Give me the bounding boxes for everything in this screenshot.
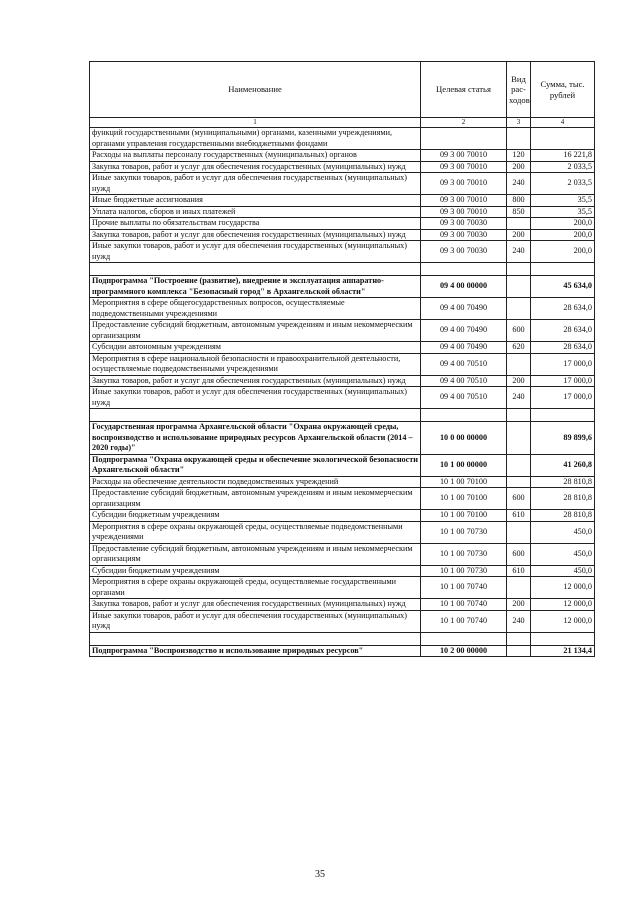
cell-name: Закупка товаров, работ и услуг для обеспечения государственных (муниципальных) нужд: [90, 375, 421, 387]
cell-sum: 28 810,8: [531, 510, 595, 522]
table-row: [90, 218, 595, 230]
table-row: [90, 510, 595, 522]
cell-expense-type: 620: [507, 342, 531, 354]
table-row: [90, 476, 595, 488]
spacer-cell: [421, 632, 507, 645]
header-sum: Сумма, тыс. рублей: [531, 62, 595, 118]
cell-sum: 28 634,0: [531, 298, 595, 320]
table-row: [90, 195, 595, 207]
cell-sum: 200,0: [531, 218, 595, 230]
table-row: [90, 422, 595, 455]
table-row: [90, 387, 595, 409]
cell-expense-type: [507, 276, 531, 298]
table-row: [90, 161, 595, 173]
cell-target-code: 10 1 00 70100: [421, 488, 507, 510]
cell-sum: 12 000,0: [531, 610, 595, 632]
cell-sum: 28 634,0: [531, 320, 595, 342]
cell-expense-type: [507, 476, 531, 488]
table-row: [90, 454, 595, 476]
cell-sum: 45 634,0: [531, 276, 595, 298]
cell-name: Мероприятия в сфере общегосударственных вопросов, осуществляемые подведомственными учреждениями: [90, 298, 421, 320]
cell-name: Иные закупки товаров, работ и услуг для обеспечения государственных (муниципальных) нужд: [90, 241, 421, 263]
cell-name: Иные бюджетные ассигнования: [90, 195, 421, 207]
cell-target-code: 10 1 00 70730: [421, 521, 507, 543]
cell-expense-type: [507, 218, 531, 230]
cell-target-code: 09 3 00 70010: [421, 150, 507, 162]
cell-target-code: 09 4 00 70490: [421, 298, 507, 320]
table-row: [90, 488, 595, 510]
cell-target-code: 10 1 00 70730: [421, 565, 507, 577]
cell-sum: 2 033,5: [531, 161, 595, 173]
table-row: [90, 128, 595, 150]
table-row: [90, 298, 595, 320]
table-row: [90, 150, 595, 162]
cell-sum: 28 634,0: [531, 342, 595, 354]
cell-name: Расходы на выплаты персоналу государственных (муниципальных) органов: [90, 150, 421, 162]
cell-target-code: 10 1 00 70100: [421, 476, 507, 488]
spacer-cell: [531, 632, 595, 645]
cell-expense-type: 240: [507, 173, 531, 195]
spacer-row: [90, 409, 595, 422]
cell-target-code: 09 3 00 70010: [421, 206, 507, 218]
spacer-cell: [531, 409, 595, 422]
cell-name: Иные закупки товаров, работ и услуг для обеспечения государственных (муниципальных) нужд: [90, 387, 421, 409]
cell-target-code: 09 3 00 70030: [421, 241, 507, 263]
table-row: [90, 521, 595, 543]
cell-name: Подпрограмма "Охрана окружающей среды и обеспечение экологической безопасности Архангельской области": [90, 454, 421, 476]
cell-expense-type: 800: [507, 195, 531, 207]
cell-expense-type: [507, 353, 531, 375]
cell-sum: [531, 128, 595, 150]
cell-name: Мероприятия в сфере национальной безопасности и правоохранительной деятельности, осуществляемые подведомственными учреждениями: [90, 353, 421, 375]
cell-sum: 12 000,0: [531, 599, 595, 611]
cell-name: Подпрограмма "Построение (развитие), внедрение и эксплуатация аппаратно-программного комплекса "Безопасный город" в Архангельской области": [90, 276, 421, 298]
cell-target-code: 09 4 00 70510: [421, 353, 507, 375]
cell-sum: 35,5: [531, 206, 595, 218]
table-row: [90, 577, 595, 599]
cell-expense-type: 200: [507, 375, 531, 387]
cell-target-code: 10 2 00 00000: [421, 645, 507, 657]
cell-sum: 16 221,8: [531, 150, 595, 162]
cell-target-code: 10 1 00 70740: [421, 610, 507, 632]
cell-name: Закупка товаров, работ и услуг для обеспечения государственных (муниципальных) нужд: [90, 229, 421, 241]
cell-sum: 17 000,0: [531, 375, 595, 387]
column-number: 3: [507, 118, 531, 128]
column-number-row: [90, 118, 595, 128]
cell-target-code: 10 1 00 00000: [421, 454, 507, 476]
column-number: 1: [90, 118, 421, 128]
cell-expense-type: [507, 577, 531, 599]
cell-expense-type: [507, 128, 531, 150]
cell-expense-type: 610: [507, 565, 531, 577]
cell-name: Субсидии бюджетным учреждениям: [90, 510, 421, 522]
spacer-cell: [90, 263, 421, 276]
column-number: 4: [531, 118, 595, 128]
cell-name: Расходы на обеспечение деятельности подведомственных учреждений: [90, 476, 421, 488]
cell-target-code: 09 4 00 00000: [421, 276, 507, 298]
cell-name: Закупка товаров, работ и услуг для обеспечения государственных (муниципальных) нужд: [90, 599, 421, 611]
cell-name: функций государственными (муниципальными) органами, казенными учреждениями, органами управления государственными внебюджетными фондами: [90, 128, 421, 150]
cell-expense-type: [507, 521, 531, 543]
cell-name: Субсидии бюджетным учреждениям: [90, 565, 421, 577]
cell-expense-type: 850: [507, 206, 531, 218]
cell-name: Предоставление субсидий бюджетным, автономным учреждениям и иным некоммерческим организациям: [90, 543, 421, 565]
cell-expense-type: 600: [507, 320, 531, 342]
cell-sum: 200,0: [531, 229, 595, 241]
cell-sum: 89 899,6: [531, 422, 595, 455]
cell-target-code: 09 3 00 70010: [421, 195, 507, 207]
cell-name: Предоставление субсидий бюджетным, автономным учреждениям и иным некоммерческим организациям: [90, 320, 421, 342]
cell-expense-type: 120: [507, 150, 531, 162]
spacer-cell: [90, 632, 421, 645]
cell-target-code: 09 3 00 70010: [421, 161, 507, 173]
spacer-cell: [531, 263, 595, 276]
table-row: [90, 353, 595, 375]
cell-target-code: 10 1 00 70100: [421, 510, 507, 522]
cell-name: Предоставление субсидий бюджетным, автономным учреждениям и иным некоммерческим организациям: [90, 488, 421, 510]
cell-target-code: 09 3 00 70030: [421, 218, 507, 230]
cell-sum: 17 000,0: [531, 353, 595, 375]
spacer-row: [90, 632, 595, 645]
cell-expense-type: [507, 422, 531, 455]
cell-expense-type: 600: [507, 488, 531, 510]
table-row: [90, 320, 595, 342]
cell-target-code: 09 3 00 70030: [421, 229, 507, 241]
cell-sum: 28 810,8: [531, 476, 595, 488]
cell-target-code: 09 4 00 70490: [421, 320, 507, 342]
budget-table: [89, 61, 595, 657]
cell-expense-type: 240: [507, 610, 531, 632]
cell-target-code: 09 4 00 70510: [421, 375, 507, 387]
table-row: [90, 229, 595, 241]
cell-sum: 21 134,4: [531, 645, 595, 657]
cell-name: Закупка товаров, работ и услуг для обеспечения государственных (муниципальных) нужд: [90, 161, 421, 173]
table-row: [90, 276, 595, 298]
cell-target-code: 09 3 00 70010: [421, 173, 507, 195]
cell-sum: 28 810,8: [531, 488, 595, 510]
table-row: [90, 342, 595, 354]
cell-expense-type: 240: [507, 241, 531, 263]
cell-expense-type: [507, 298, 531, 320]
page-number: 35: [315, 869, 325, 880]
spacer-row: [90, 263, 595, 276]
cell-name: Иные закупки товаров, работ и услуг для обеспечения государственных (муниципальных) нужд: [90, 173, 421, 195]
cell-expense-type: 200: [507, 161, 531, 173]
cell-sum: 41 260,8: [531, 454, 595, 476]
cell-name: Иные закупки товаров, работ и услуг для обеспечения государственных (муниципальных) нужд: [90, 610, 421, 632]
budget-table-body: [90, 62, 595, 657]
table-row: [90, 645, 595, 657]
cell-target-code: [421, 128, 507, 150]
cell-name: Мероприятия в сфере охраны окружающей среды, осуществляемые подведомственными учреждениями: [90, 521, 421, 543]
cell-expense-type: 200: [507, 599, 531, 611]
cell-expense-type: 600: [507, 543, 531, 565]
cell-sum: 200,0: [531, 241, 595, 263]
cell-sum: 450,0: [531, 543, 595, 565]
table-row: [90, 543, 595, 565]
header-target: Целевая статья: [421, 62, 507, 118]
header-row: [90, 62, 595, 118]
cell-name: Мероприятия в сфере охраны окружающей среды, осуществляемые государственными органами: [90, 577, 421, 599]
cell-name: Субсидии автономным учреждениям: [90, 342, 421, 354]
cell-expense-type: 240: [507, 387, 531, 409]
cell-sum: 2 033,5: [531, 173, 595, 195]
cell-expense-type: [507, 454, 531, 476]
cell-expense-type: 610: [507, 510, 531, 522]
cell-target-code: 09 4 00 70510: [421, 387, 507, 409]
table-row: [90, 206, 595, 218]
table-row: [90, 241, 595, 263]
cell-target-code: 10 1 00 70740: [421, 599, 507, 611]
cell-sum: 450,0: [531, 565, 595, 577]
spacer-cell: [507, 263, 531, 276]
cell-expense-type: [507, 645, 531, 657]
cell-sum: 450,0: [531, 521, 595, 543]
spacer-cell: [421, 409, 507, 422]
cell-sum: 17 000,0: [531, 387, 595, 409]
cell-target-code: 10 1 00 70740: [421, 577, 507, 599]
table-row: [90, 375, 595, 387]
spacer-cell: [421, 263, 507, 276]
cell-name: Прочие выплаты по обязательствам государства: [90, 218, 421, 230]
cell-target-code: 09 4 00 70490: [421, 342, 507, 354]
cell-target-code: 10 1 00 70730: [421, 543, 507, 565]
spacer-cell: [507, 632, 531, 645]
table-row: [90, 599, 595, 611]
cell-name: Подпрограмма "Воспроизводство и использование природных ресурсов": [90, 645, 421, 657]
cell-sum: 12 000,0: [531, 577, 595, 599]
spacer-cell: [90, 409, 421, 422]
column-number: 2: [421, 118, 507, 128]
table-row: [90, 565, 595, 577]
table-row: [90, 610, 595, 632]
cell-name: Государственная программа Архангельской области "Охрана окружающей среды, воспроизводство и использование природных ресурсов Архангельской области (2014 – 2020 годы)": [90, 422, 421, 455]
cell-sum: 35,5: [531, 195, 595, 207]
cell-target-code: 10 0 00 00000: [421, 422, 507, 455]
header-name: Наименование: [90, 62, 421, 118]
cell-expense-type: 200: [507, 229, 531, 241]
spacer-cell: [507, 409, 531, 422]
cell-name: Уплата налогов, сборов и иных платежей: [90, 206, 421, 218]
header-type: Вид рас-ходов: [507, 62, 531, 118]
table-row: [90, 173, 595, 195]
